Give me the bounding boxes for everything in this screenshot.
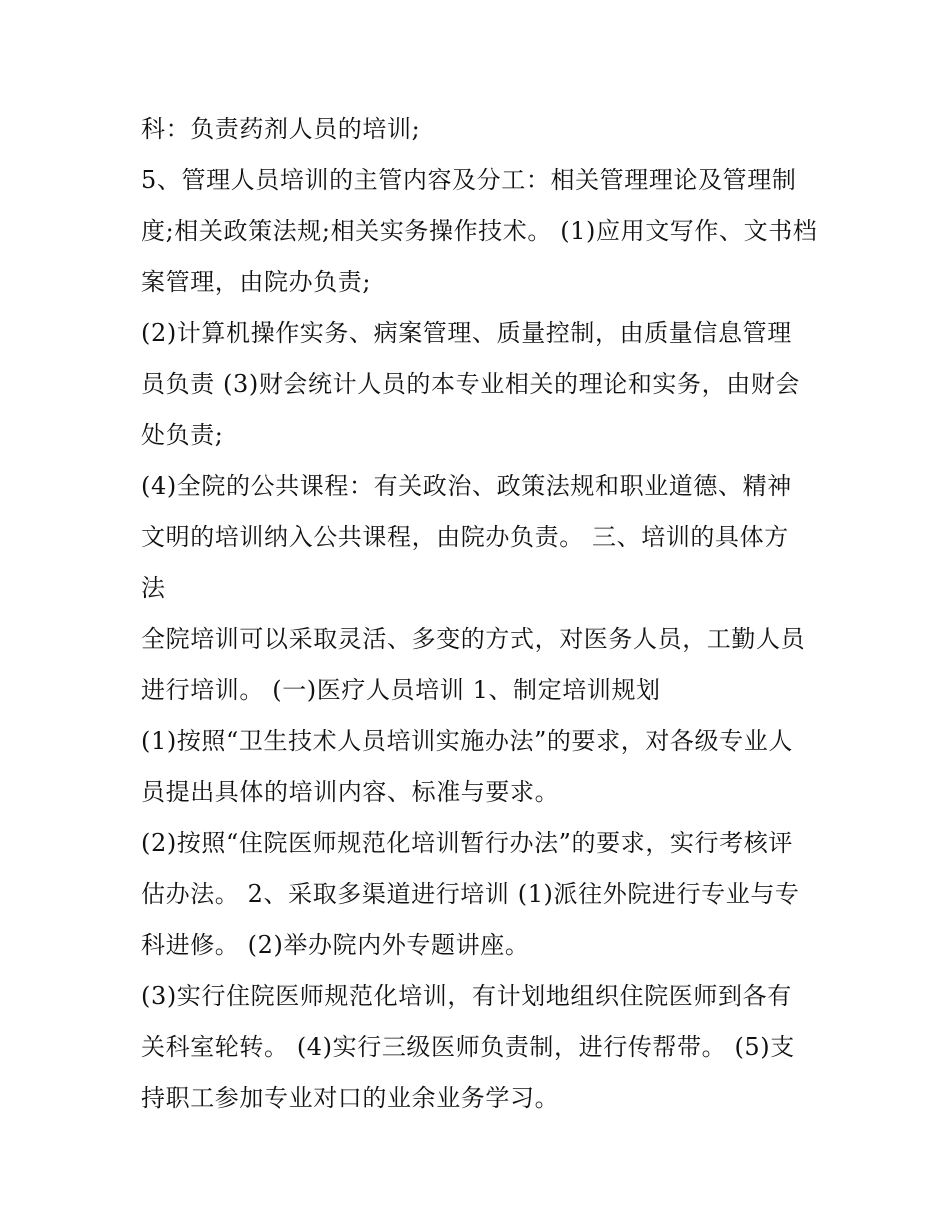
text-line: (1)按照“卫生技术人员培训实施办法”的要求，对各级专业人 [141, 727, 793, 755]
text-line: 持职工参加专业对口的业余业务学习。 [141, 1084, 560, 1112]
text-line: 法 [141, 574, 166, 602]
text-line: 度;相关政策法规;相关实务操作技术。 (1)应用文写作、文书档 [141, 217, 818, 245]
text-line: 科进修。 (2)举办院内外专题讲座。 [141, 931, 530, 959]
text-line: (2)按照“住院医师规范化培训暂行办法”的要求，实行考核评 [141, 829, 793, 857]
text-line: 处负责; [141, 421, 224, 449]
document-body [141, 104, 831, 1124]
text-line: 估办法。 2、采取多渠道进行培训 (1)派往外院进行专业与专 [141, 880, 800, 908]
text-line: 关科室轮转。 (4)实行三级医师负责制，进行传帮带。 (5)支 [141, 1033, 795, 1061]
text-line: 员提出具体的培训内容、标准与要求。 [141, 778, 560, 806]
text-line: 案管理，由院办负责; [141, 268, 372, 296]
text-line: (2)计算机操作实务、病案管理、质量控制，由质量信息管理 [141, 319, 792, 347]
text-line: 5、管理人员培训的主管内容及分工：相关管理理论及管理制 [141, 166, 797, 194]
text-line: 科：负责药剂人员的培训; [141, 115, 421, 143]
text-line: 文明的培训纳入公共课程，由院办负责。 三、培训的具体方 [141, 523, 789, 551]
text-line: 员负责 (3)财会统计人员的本专业相关的理论和实务，由财会 [141, 370, 801, 398]
text-line: 进行培训。 (一)医疗人员培训 1、制定培训规划 [141, 676, 661, 704]
text-line: (3)实行住院医师规范化培训，有计划地组织住院医师到各有 [141, 982, 792, 1010]
text-line: (4)全院的公共课程：有关政治、政策法规和职业道德、精神 [141, 472, 792, 500]
text-line: 全院培训可以采取灵活、多变的方式，对医务人员，工勤人员 [141, 625, 806, 653]
